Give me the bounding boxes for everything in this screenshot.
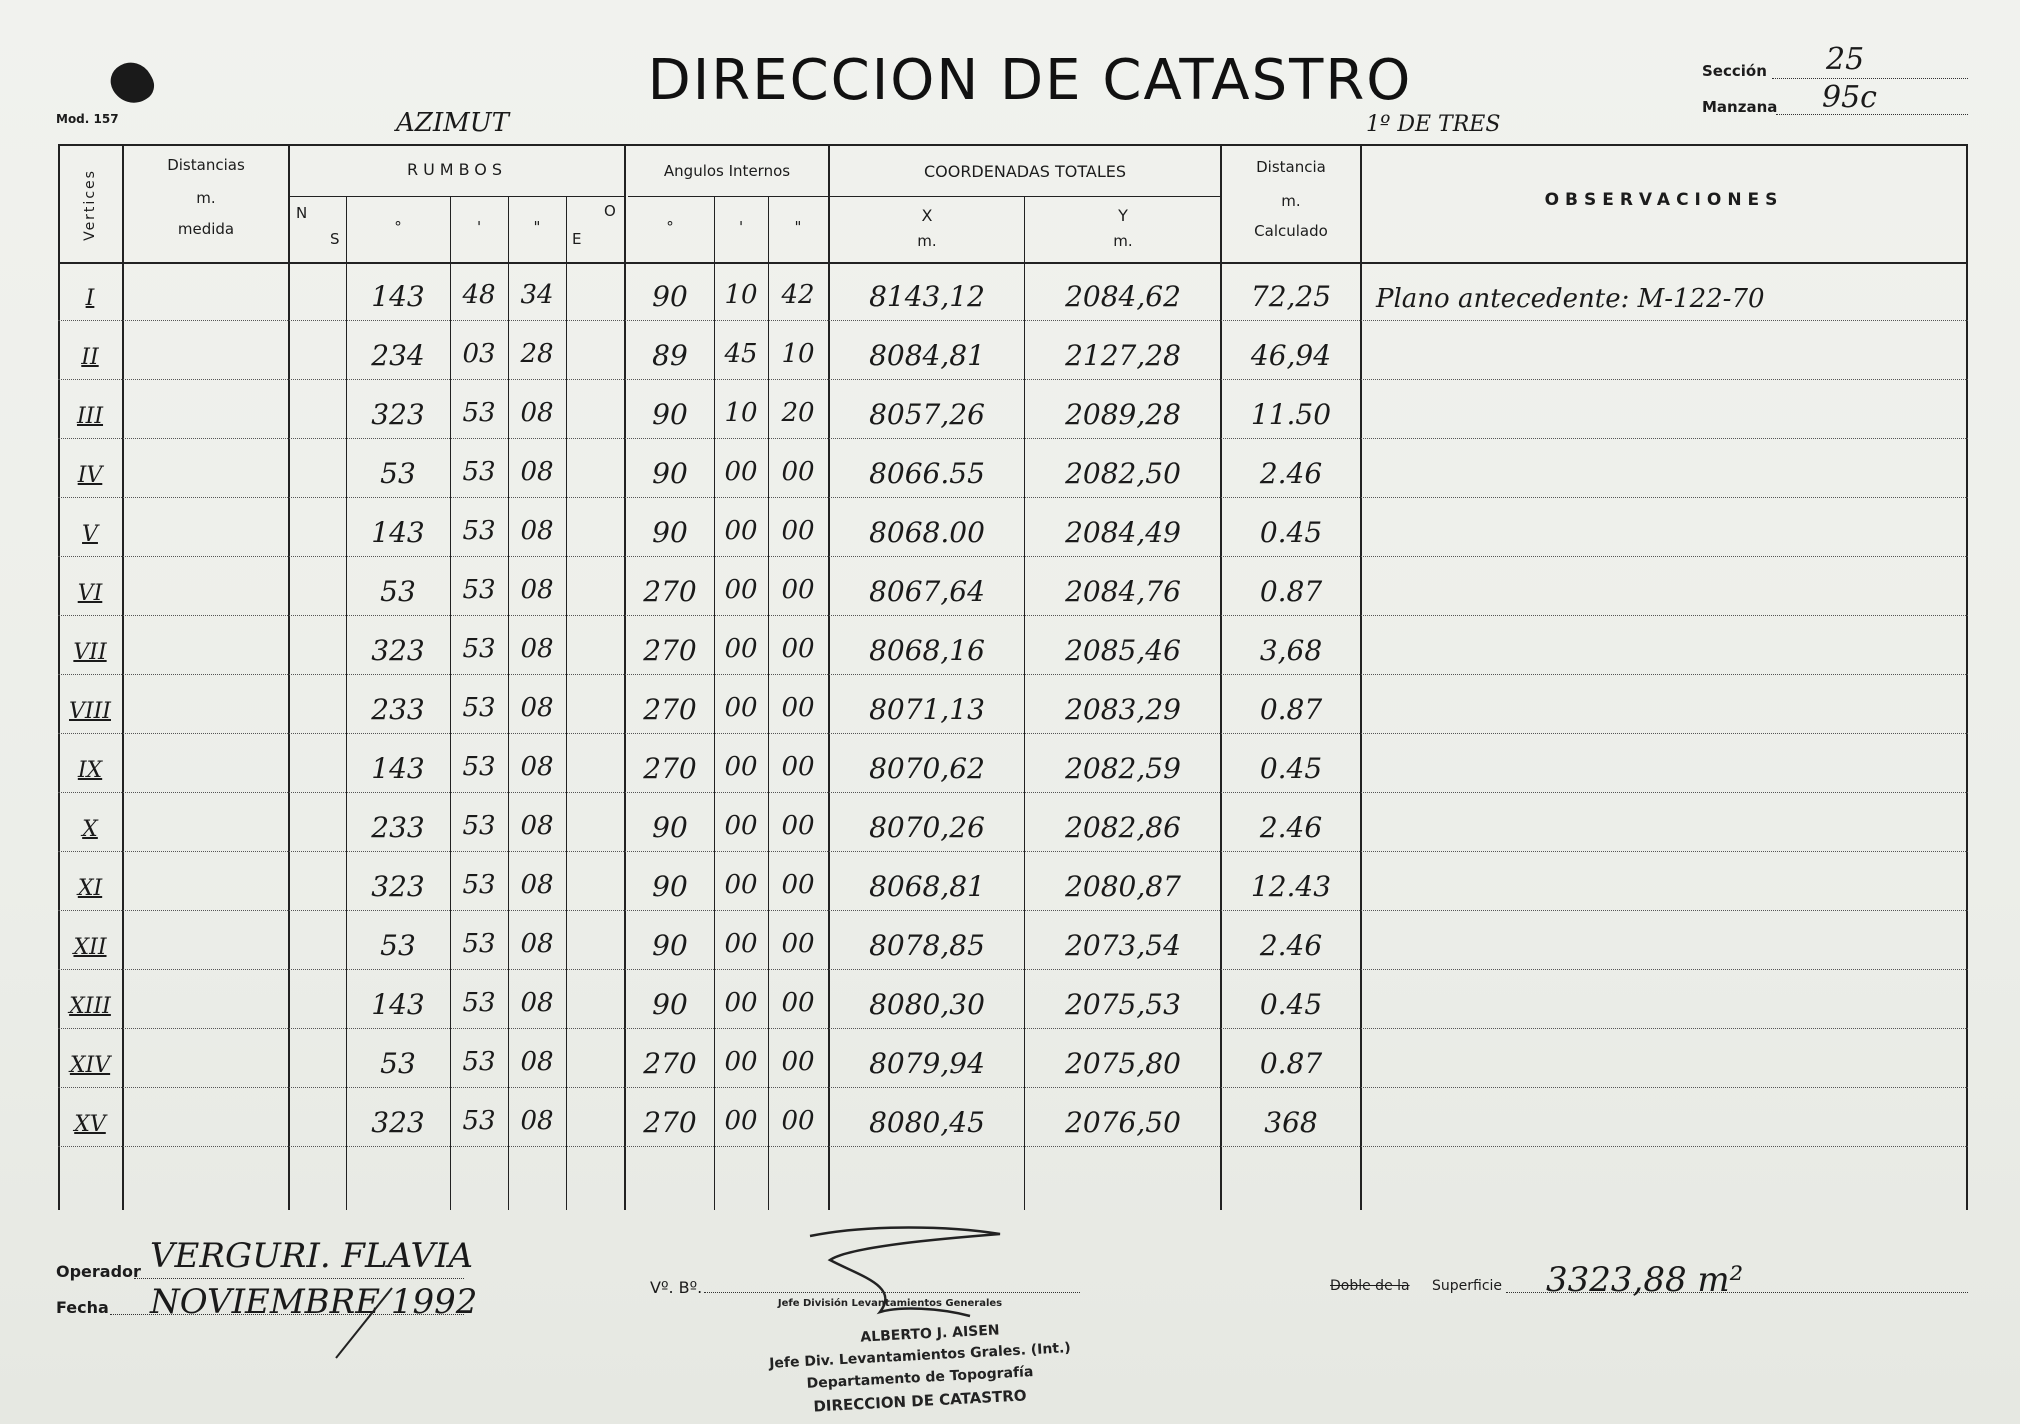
cell-am: 00 (724, 752, 758, 782)
header-angulos-deg: ° (666, 218, 674, 236)
cell-am: 00 (724, 1106, 758, 1136)
cell-rm: 53 (462, 1047, 496, 1077)
cell-y: 2082,59 (1065, 752, 1181, 785)
rumbos-subheader-line (290, 196, 624, 197)
vertex-label: IV (77, 463, 103, 488)
cell-rs: 08 (520, 1106, 554, 1136)
cell-rm: 53 (462, 929, 496, 959)
vertex-label: X (82, 817, 98, 842)
cell-as: 00 (781, 457, 815, 487)
cell-d: 0.87 (1259, 1047, 1323, 1080)
vobo-label: Vº. Bº. (650, 1278, 703, 1297)
jefe-label: Jefe División Levantamientos Generales (777, 1298, 1003, 1309)
header-distancias: Distancias (167, 156, 245, 174)
cell-rm: 53 (462, 752, 496, 782)
vertex-label: XII (73, 935, 107, 960)
cell-am: 10 (724, 398, 758, 428)
cell-x: 8068,81 (869, 870, 985, 903)
cell-as: 00 (781, 1106, 815, 1136)
col-line (566, 196, 567, 1210)
cell-ad: 90 (652, 929, 688, 962)
cell-rs: 08 (520, 811, 554, 841)
cell-as: 00 (781, 870, 815, 900)
cell-rm: 53 (462, 457, 496, 487)
manzana-value: 95c (1822, 80, 1877, 115)
cell-y: 2089,28 (1065, 398, 1181, 431)
cell-x: 8079,94 (869, 1047, 985, 1080)
cell-rd: 323 (371, 634, 425, 667)
cell-rd: 143 (371, 752, 425, 785)
cell-y: 2084,62 (1065, 280, 1181, 313)
cell-x: 8066.55 (869, 457, 985, 490)
cell-d: 12.43 (1250, 870, 1332, 903)
cell-rs: 34 (520, 280, 554, 310)
cell-y: 2082,86 (1065, 811, 1181, 844)
cell-rd: 323 (371, 398, 425, 431)
cell-as: 00 (781, 575, 815, 605)
cell-rs: 08 (520, 870, 554, 900)
row-guide-line (58, 1087, 1968, 1088)
vertex-label: XV (74, 1112, 106, 1137)
cell-d: 2.46 (1259, 929, 1323, 962)
header-distancia-calc: Distancia (1256, 158, 1326, 176)
model-number: Mod. 157 (56, 112, 119, 126)
col-line (1966, 144, 1968, 1210)
cell-rs: 28 (520, 339, 554, 369)
superficie-struck: Doble de la (1330, 1278, 1410, 1294)
header-vertices-text: Vertices (82, 169, 98, 241)
cell-ad: 90 (652, 280, 688, 313)
cell-as: 00 (781, 634, 815, 664)
cell-am: 10 (724, 280, 758, 310)
angulos-subheader-line (628, 196, 828, 197)
header-distancia-calc-unit: m. (1281, 192, 1301, 210)
col-line (1360, 144, 1362, 1210)
cell-x: 8070,26 (869, 811, 985, 844)
cell-d: 2.46 (1259, 457, 1323, 490)
cell-ad: 270 (643, 634, 697, 667)
row-guide-line (58, 320, 1968, 321)
table-header-bottom (58, 262, 1968, 264)
seccion-value: 25 (1826, 42, 1865, 77)
row-guide-line (58, 556, 1968, 557)
cell-rs: 08 (520, 457, 554, 487)
header-y: Y (1118, 206, 1128, 225)
cell-x: 8080,45 (869, 1106, 985, 1139)
annotation-sheet-count: 1º DE TRES (1366, 112, 1501, 137)
vertex-label: XI (77, 876, 103, 901)
manzana-label: Manzana (1702, 98, 1778, 116)
cell-rd: 53 (380, 457, 416, 490)
cell-as: 20 (781, 398, 815, 428)
cell-d: 0.45 (1259, 752, 1323, 785)
cell-x: 8080,30 (869, 988, 985, 1021)
cell-rs: 08 (520, 575, 554, 605)
header-x-unit: m. (917, 232, 937, 250)
cell-am: 45 (724, 339, 758, 369)
cell-am: 00 (724, 929, 758, 959)
cell-rd: 53 (380, 1047, 416, 1080)
cell-d: 0.87 (1259, 575, 1323, 608)
cell-rm: 53 (462, 575, 496, 605)
cell-as: 00 (781, 811, 815, 841)
cell-d: 0.45 (1259, 988, 1323, 1021)
cell-ad: 90 (652, 516, 688, 549)
row-guide-line (58, 379, 1968, 380)
vertex-label: III (76, 404, 104, 429)
cell-rd: 323 (371, 870, 425, 903)
stamp-line-1: Jefe Div. Levantamientos Grales. (Int.) (768, 1340, 1072, 1372)
cell-rm: 03 (462, 339, 496, 369)
cell-x: 8084,81 (869, 339, 985, 372)
cell-ad: 270 (643, 752, 697, 785)
cell-y: 2073,54 (1065, 929, 1181, 962)
cell-rm: 53 (462, 693, 496, 723)
col-line (288, 144, 290, 1210)
cell-ad: 90 (652, 811, 688, 844)
cell-ad: 270 (643, 575, 697, 608)
col-line (122, 144, 124, 1210)
header-rumbos-o: O (604, 202, 616, 220)
cell-as: 10 (781, 339, 815, 369)
cell-as: 00 (781, 752, 815, 782)
cell-rm: 48 (462, 280, 496, 310)
cell-observaciones: Plano antecedente: M-122-70 (1376, 284, 1765, 314)
cell-as: 00 (781, 988, 815, 1018)
header-rumbos-n: N (296, 204, 308, 222)
cell-x: 8067,64 (869, 575, 985, 608)
col-line (1024, 196, 1025, 1210)
fecha-value: NOVIEMBRE 1992 (150, 1282, 478, 1322)
row-guide-line (58, 851, 1968, 852)
cell-rs: 08 (520, 634, 554, 664)
cell-rd: 233 (371, 693, 425, 726)
vertex-label: I (85, 286, 95, 311)
cell-rm: 53 (462, 870, 496, 900)
cell-y: 2082,50 (1065, 457, 1181, 490)
cell-d: 368 (1264, 1106, 1318, 1139)
header-rumbos: RUMBOS (406, 160, 508, 179)
cell-am: 00 (724, 634, 758, 664)
cell-d: 11.50 (1250, 398, 1332, 431)
cell-y: 2076,50 (1065, 1106, 1181, 1139)
cell-y: 2084,49 (1065, 516, 1181, 549)
cell-d: 72,25 (1250, 280, 1332, 313)
header-rumbos-min: ' (476, 218, 482, 236)
cell-ad: 270 (643, 693, 697, 726)
cell-rs: 08 (520, 693, 554, 723)
cell-x: 8143,12 (869, 280, 985, 313)
cell-rm: 53 (462, 516, 496, 546)
cell-as: 00 (781, 693, 815, 723)
operador-value: VERGURI. FLAVIA (150, 1236, 473, 1276)
cell-x: 8078,85 (869, 929, 985, 962)
row-guide-line (58, 615, 1968, 616)
row-guide-line (58, 733, 1968, 734)
header-angulos-sec: " (794, 218, 802, 236)
cell-x: 8070,62 (869, 752, 985, 785)
operador-label: Operador (56, 1262, 141, 1281)
row-guide-line (58, 910, 1968, 911)
cell-rd: 53 (380, 575, 416, 608)
row-guide-line (58, 497, 1968, 498)
cell-as: 00 (781, 1047, 815, 1077)
cell-am: 00 (724, 693, 758, 723)
cell-ad: 90 (652, 988, 688, 1021)
cell-d: 46,94 (1250, 339, 1332, 372)
cell-am: 00 (724, 457, 758, 487)
header-observaciones: OBSERVACIONES (1544, 190, 1784, 210)
cell-rd: 143 (371, 988, 425, 1021)
row-guide-line (58, 969, 1968, 970)
cell-am: 00 (724, 870, 758, 900)
cell-ad: 90 (652, 457, 688, 490)
cell-rs: 08 (520, 1047, 554, 1077)
cell-d: 3,68 (1259, 634, 1323, 667)
vertex-label: VI (77, 581, 103, 606)
vertex-label: VIII (69, 699, 111, 724)
cell-am: 00 (724, 1047, 758, 1077)
header-distancias-medida: medida (177, 220, 235, 238)
header-rumbos-sec: " (533, 218, 541, 236)
cell-am: 00 (724, 575, 758, 605)
date-flourish (330, 1282, 410, 1362)
cell-ad: 90 (652, 398, 688, 431)
cell-rs: 08 (520, 752, 554, 782)
header-x: X (921, 206, 933, 225)
cell-y: 2084,76 (1065, 575, 1181, 608)
cell-rm: 53 (462, 634, 496, 664)
row-guide-line (58, 1028, 1968, 1029)
header-vertices (58, 150, 122, 260)
cell-y: 2127,28 (1065, 339, 1181, 372)
cell-rm: 53 (462, 811, 496, 841)
cell-x: 8068.00 (869, 516, 985, 549)
signature (790, 1216, 1080, 1336)
cell-x: 8068,16 (869, 634, 985, 667)
cell-rd: 143 (371, 516, 425, 549)
annotation-azimut: AZIMUT (396, 108, 509, 138)
seccion-label: Sección (1702, 62, 1767, 80)
cell-d: 0.87 (1259, 693, 1323, 726)
table-top-border (58, 144, 1968, 146)
cell-ad: 90 (652, 870, 688, 903)
cell-rd: 53 (380, 929, 416, 962)
cell-as: 42 (781, 280, 815, 310)
row-guide-line (58, 438, 1968, 439)
vertex-label: VII (73, 640, 107, 665)
cell-am: 00 (724, 811, 758, 841)
header-rumbos-s: S (330, 230, 340, 248)
cell-y: 2080,87 (1065, 870, 1181, 903)
vertex-label: XIII (69, 994, 111, 1019)
vertex-label: V (82, 522, 98, 547)
cell-y: 2075,80 (1065, 1047, 1181, 1080)
cell-rm: 53 (462, 1106, 496, 1136)
cell-rd: 233 (371, 811, 425, 844)
cell-d: 0.45 (1259, 516, 1323, 549)
cell-x: 8071,13 (869, 693, 985, 726)
header-y-unit: m. (1113, 232, 1133, 250)
cell-as: 00 (781, 516, 815, 546)
header-distancia-calculado: Calculado (1254, 222, 1328, 240)
header-angulos: Angulos Internos (663, 162, 791, 180)
cell-ad: 270 (643, 1106, 697, 1139)
cell-rs: 08 (520, 398, 554, 428)
header-distancias-unit: m. (196, 189, 216, 207)
vertex-label: IX (77, 758, 103, 783)
cell-as: 00 (781, 929, 815, 959)
row-guide-line (58, 674, 1968, 675)
cell-rm: 53 (462, 988, 496, 1018)
cell-am: 00 (724, 988, 758, 1018)
stamp-line-3: DIRECCION DE CATASTRO (813, 1386, 1027, 1416)
header-angulos-min: ' (738, 218, 744, 236)
cell-y: 2085,46 (1065, 634, 1181, 667)
row-guide-line (58, 1146, 1968, 1147)
cell-rs: 08 (520, 516, 554, 546)
cell-rs: 08 (520, 929, 554, 959)
cell-rm: 53 (462, 398, 496, 428)
cell-rs: 08 (520, 988, 554, 1018)
cell-am: 00 (724, 516, 758, 546)
stamp-line-2: Departamento de Topografía (806, 1364, 1034, 1392)
vertex-label: XIV (69, 1053, 111, 1078)
header-coordenadas: COORDENADAS TOTALES (923, 162, 1127, 181)
cell-y: 2083,29 (1065, 693, 1181, 726)
cell-y: 2075,53 (1065, 988, 1181, 1021)
superficie-label: Superficie (1432, 1278, 1503, 1294)
superficie-value: 3323,88 m² (1546, 1260, 1744, 1300)
cell-ad: 270 (643, 1047, 697, 1080)
stamp-name: ALBERTO J. AISEN (860, 1322, 1000, 1346)
cell-rd: 234 (371, 339, 425, 372)
cell-x: 8057,26 (869, 398, 985, 431)
row-guide-line (58, 792, 1968, 793)
fecha-label: Fecha (56, 1298, 109, 1317)
header-rumbos-e: E (572, 230, 582, 248)
vertex-label: II (81, 345, 99, 370)
cell-rd: 143 (371, 280, 425, 313)
operador-line (134, 1278, 464, 1279)
page-title: DIRECCION DE CATASTRO (647, 48, 1413, 113)
cell-ad: 89 (652, 339, 688, 372)
cell-rd: 323 (371, 1106, 425, 1139)
cell-d: 2.46 (1259, 811, 1323, 844)
header-rumbos-deg: ° (394, 218, 402, 236)
